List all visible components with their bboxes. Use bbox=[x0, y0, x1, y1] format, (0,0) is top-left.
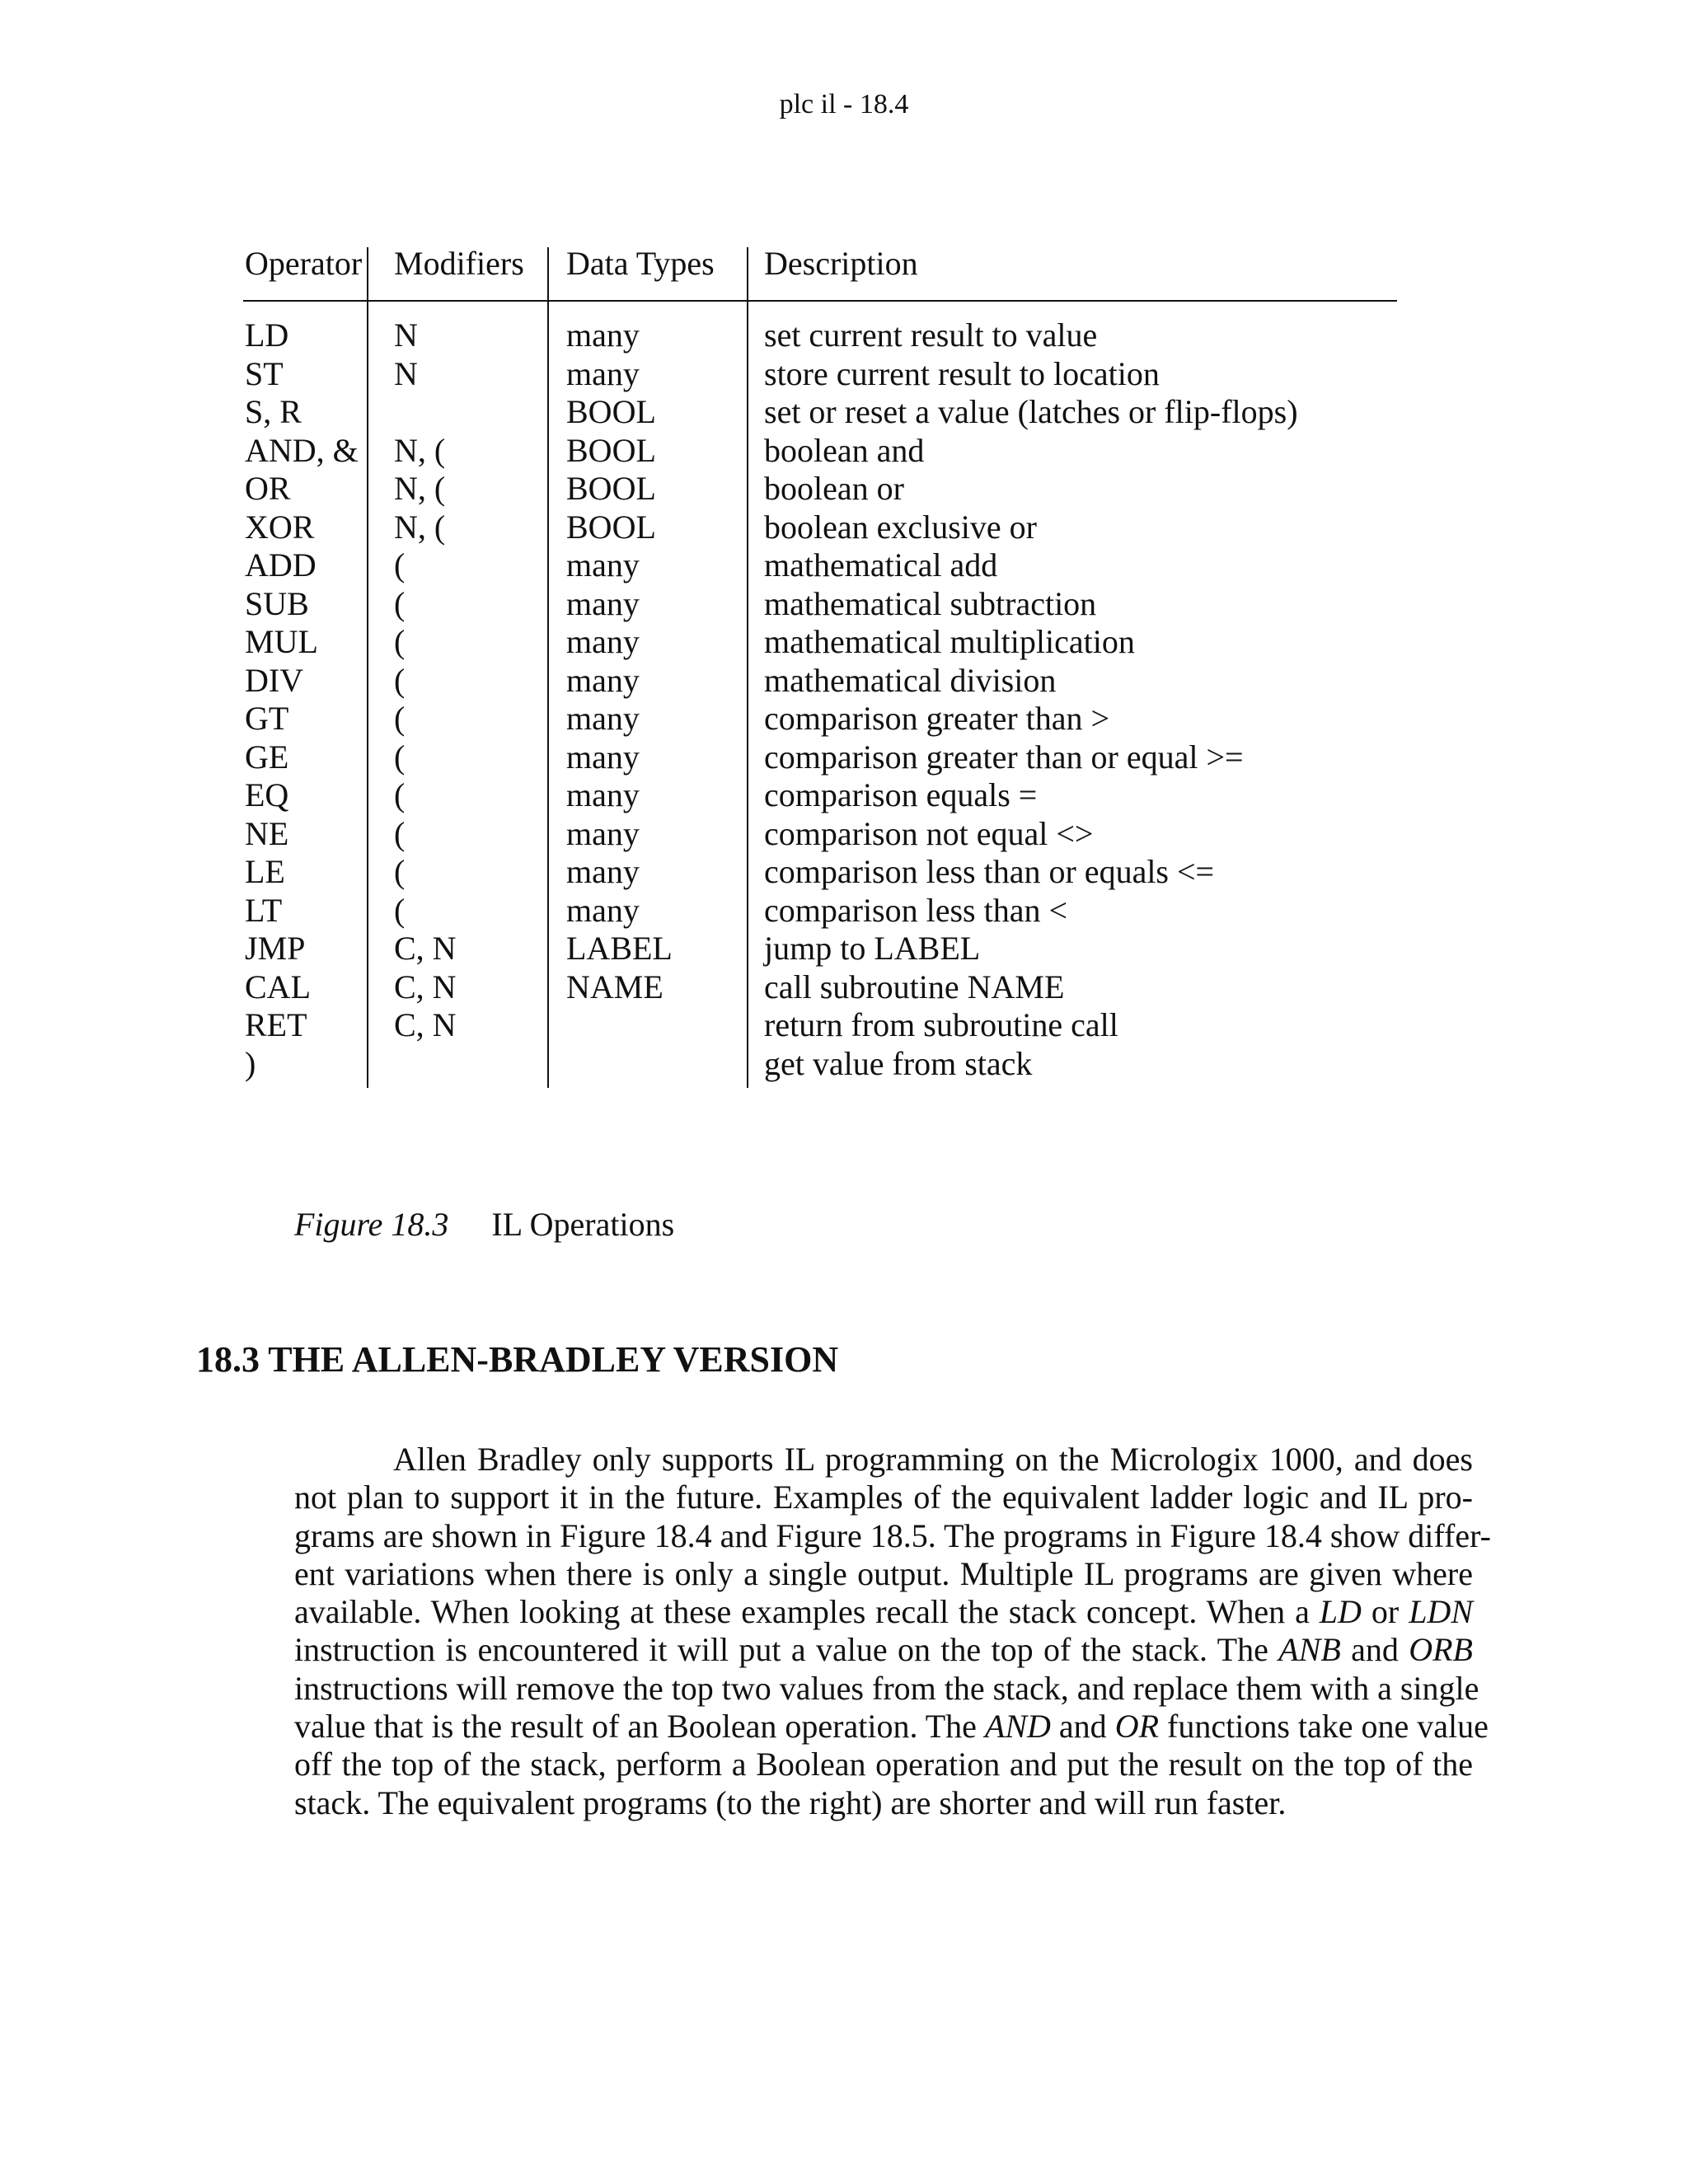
data-types-cell: NAME bbox=[566, 968, 663, 1005]
modifiers-cell: ( bbox=[394, 814, 406, 852]
table-row bbox=[243, 546, 1397, 585]
text-run: instructions will remove the top two values from the stack, and replace them with a single bbox=[294, 1669, 1479, 1707]
table-row bbox=[243, 1006, 1397, 1045]
paragraph-line bbox=[294, 1784, 1473, 1822]
operator-cell: AND, & bbox=[245, 431, 359, 469]
table-body bbox=[243, 316, 1397, 1083]
operator-cell: RET bbox=[245, 1006, 307, 1043]
data-types-cell: many bbox=[566, 700, 640, 737]
description-cell: get value from stack bbox=[764, 1044, 1033, 1082]
table-row bbox=[243, 968, 1397, 1007]
modifiers-cell: N, ( bbox=[394, 431, 446, 469]
data-types-cell: many bbox=[566, 546, 640, 583]
table-row bbox=[243, 662, 1397, 701]
description-cell: comparison greater than or equal >= bbox=[764, 738, 1244, 776]
description-cell: jump to LABEL bbox=[764, 930, 981, 967]
paragraph-line bbox=[294, 1593, 1473, 1631]
column-header-data-types: Data Types bbox=[566, 245, 715, 282]
table-row bbox=[243, 1045, 1397, 1084]
description-cell: comparison greater than > bbox=[764, 700, 1110, 737]
data-types-cell: many bbox=[566, 584, 640, 622]
data-types-cell: LABEL bbox=[566, 930, 673, 967]
description-cell: boolean or bbox=[764, 470, 904, 507]
figure-title: IL Operations bbox=[491, 1206, 675, 1243]
modifiers-cell: ( bbox=[394, 738, 406, 776]
modifiers-cell: ( bbox=[394, 853, 406, 890]
operator-cell: GE bbox=[245, 738, 289, 776]
operator-cell: LT bbox=[245, 891, 283, 929]
operator-cell: DIV bbox=[245, 661, 304, 699]
paragraph-line bbox=[294, 1631, 1473, 1669]
operator-cell: OR bbox=[245, 470, 291, 507]
text-run: not plan to support it in the future. Examples of the equivalent ladder logic and IL pro- bbox=[294, 1479, 1473, 1516]
modifiers-cell: C, N bbox=[394, 968, 457, 1005]
data-types-cell: many bbox=[566, 853, 640, 890]
text-run: available. When looking at these examples recall the stack concept. When a bbox=[294, 1593, 1320, 1631]
modifiers-cell: ( bbox=[394, 661, 406, 699]
description-cell: set or reset a value (latches or flip-flops) bbox=[764, 393, 1298, 430]
italic-term: ORB bbox=[1409, 1631, 1473, 1669]
table-row bbox=[243, 393, 1397, 432]
data-types-cell: many bbox=[566, 814, 640, 852]
data-types-cell: many bbox=[566, 738, 640, 776]
description-cell: comparison less than < bbox=[764, 891, 1068, 929]
modifiers-cell: N, ( bbox=[394, 470, 446, 507]
modifiers-cell: C, N bbox=[394, 930, 457, 967]
table-row bbox=[243, 470, 1397, 509]
paragraph-line bbox=[294, 1516, 1491, 1555]
paragraph-line bbox=[294, 1555, 1473, 1593]
operator-cell: LE bbox=[245, 853, 285, 890]
italic-term: OR bbox=[1114, 1708, 1160, 1746]
figure-label: Figure 18.3 bbox=[294, 1206, 449, 1243]
modifiers-cell: N bbox=[394, 316, 418, 354]
modifiers-cell: C, N bbox=[394, 1006, 457, 1043]
table-row bbox=[243, 892, 1397, 930]
data-types-cell: BOOL bbox=[566, 431, 656, 469]
description-cell: mathematical multiplication bbox=[764, 623, 1135, 660]
description-cell: mathematical division bbox=[764, 661, 1057, 699]
text-run: stack. The equivalent programs (to the right) are shorter and will run faster. bbox=[294, 1783, 1287, 1821]
text-run: off the top of the stack, perform a Boolean operation and put the result on the top of the bbox=[294, 1746, 1473, 1783]
column-header-description: Description bbox=[764, 245, 918, 282]
operator-cell: CAL bbox=[245, 968, 311, 1005]
table-row bbox=[243, 316, 1397, 355]
data-types-cell: many bbox=[566, 354, 640, 392]
operator-cell: S, R bbox=[245, 393, 302, 430]
operator-cell: MUL bbox=[245, 623, 318, 660]
operator-cell: ADD bbox=[245, 546, 316, 583]
italic-term: LD bbox=[1319, 1593, 1362, 1631]
description-cell: set current result to value bbox=[764, 316, 1098, 354]
operator-cell: SUB bbox=[245, 584, 309, 622]
text-run: Allen Bradley only supports IL programming on the Micrologix 1000, and does bbox=[393, 1441, 1473, 1478]
italic-term: ANB bbox=[1278, 1631, 1341, 1669]
description-cell: call subroutine NAME bbox=[764, 968, 1065, 1005]
table-row bbox=[243, 776, 1397, 815]
operator-cell: JMP bbox=[245, 930, 306, 967]
description-cell: boolean and bbox=[764, 431, 925, 469]
paragraph-line bbox=[294, 1441, 1473, 1479]
modifiers-cell: ( bbox=[394, 891, 406, 929]
text-run: functions take one value bbox=[1159, 1708, 1489, 1746]
text-run: value that is the result of an Boolean operation. The bbox=[294, 1708, 985, 1746]
table-row bbox=[243, 700, 1397, 738]
paragraph-line bbox=[294, 1746, 1473, 1783]
table-row bbox=[243, 355, 1397, 394]
data-types-cell: BOOL bbox=[566, 393, 656, 430]
column-header-modifiers: Modifiers bbox=[394, 245, 524, 282]
italic-term: LDN bbox=[1409, 1593, 1473, 1631]
description-cell: comparison not equal <> bbox=[764, 814, 1094, 852]
text-run: grams are shown in Figure 18.4 and Figure 18.5. The programs in Figure 18.4 show differ- bbox=[294, 1516, 1491, 1554]
section-heading: 18.3 THE ALLEN-BRADLEY VERSION bbox=[196, 1339, 839, 1380]
operator-cell: LD bbox=[245, 316, 289, 354]
operator-cell: NE bbox=[245, 814, 289, 852]
table-row bbox=[243, 738, 1397, 777]
description-cell: mathematical subtraction bbox=[764, 584, 1097, 622]
table-row bbox=[243, 815, 1397, 854]
paragraph-line bbox=[294, 1479, 1473, 1516]
operator-cell: ST bbox=[245, 354, 284, 392]
paragraph-line bbox=[294, 1708, 1489, 1746]
description-cell: mathematical add bbox=[764, 546, 998, 583]
description-cell: comparison less than or equals <= bbox=[764, 853, 1215, 890]
table-row bbox=[243, 432, 1397, 471]
data-types-cell: BOOL bbox=[566, 508, 656, 546]
figure-caption bbox=[294, 1205, 674, 1244]
modifiers-cell: N, ( bbox=[394, 508, 446, 546]
running-header: plc il - 18.4 bbox=[779, 89, 909, 120]
table-row bbox=[243, 853, 1397, 892]
data-types-cell: BOOL bbox=[566, 470, 656, 507]
modifiers-cell: N bbox=[394, 354, 418, 392]
operator-cell: GT bbox=[245, 700, 289, 737]
table-row bbox=[243, 585, 1397, 624]
operator-cell: XOR bbox=[245, 508, 315, 546]
text-run: and bbox=[1340, 1631, 1409, 1669]
data-types-cell: many bbox=[566, 776, 640, 813]
italic-term: AND bbox=[984, 1708, 1051, 1746]
modifiers-cell: ( bbox=[394, 623, 406, 660]
text-run: and bbox=[1050, 1708, 1115, 1746]
description-cell: boolean exclusive or bbox=[764, 508, 1037, 546]
data-types-cell: many bbox=[566, 891, 640, 929]
operator-cell: ) bbox=[245, 1044, 256, 1082]
modifiers-cell: ( bbox=[394, 700, 406, 737]
table-row bbox=[243, 930, 1397, 968]
header-rule bbox=[243, 300, 1397, 302]
table-row bbox=[243, 623, 1397, 662]
description-cell: return from subroutine call bbox=[764, 1006, 1118, 1043]
table-row bbox=[243, 509, 1397, 547]
data-types-cell: many bbox=[566, 316, 640, 354]
data-types-cell: many bbox=[566, 661, 640, 699]
column-header-operator: Operator bbox=[245, 245, 363, 282]
description-cell: store current result to location bbox=[764, 354, 1160, 392]
modifiers-cell: ( bbox=[394, 776, 406, 813]
paragraph-line bbox=[294, 1669, 1479, 1708]
text-run: instruction is encountered it will put a value on the top of the stack. The bbox=[294, 1631, 1279, 1669]
text-run: ent variations when there is only a single output. Multiple IL programs are given where bbox=[294, 1554, 1473, 1592]
body-paragraph bbox=[294, 1441, 1491, 1822]
text-run: or bbox=[1361, 1593, 1409, 1631]
modifiers-cell: ( bbox=[394, 584, 406, 622]
data-types-cell: many bbox=[566, 623, 640, 660]
description-cell: comparison equals = bbox=[764, 776, 1038, 813]
operator-cell: EQ bbox=[245, 776, 289, 813]
modifiers-cell: ( bbox=[394, 546, 406, 583]
